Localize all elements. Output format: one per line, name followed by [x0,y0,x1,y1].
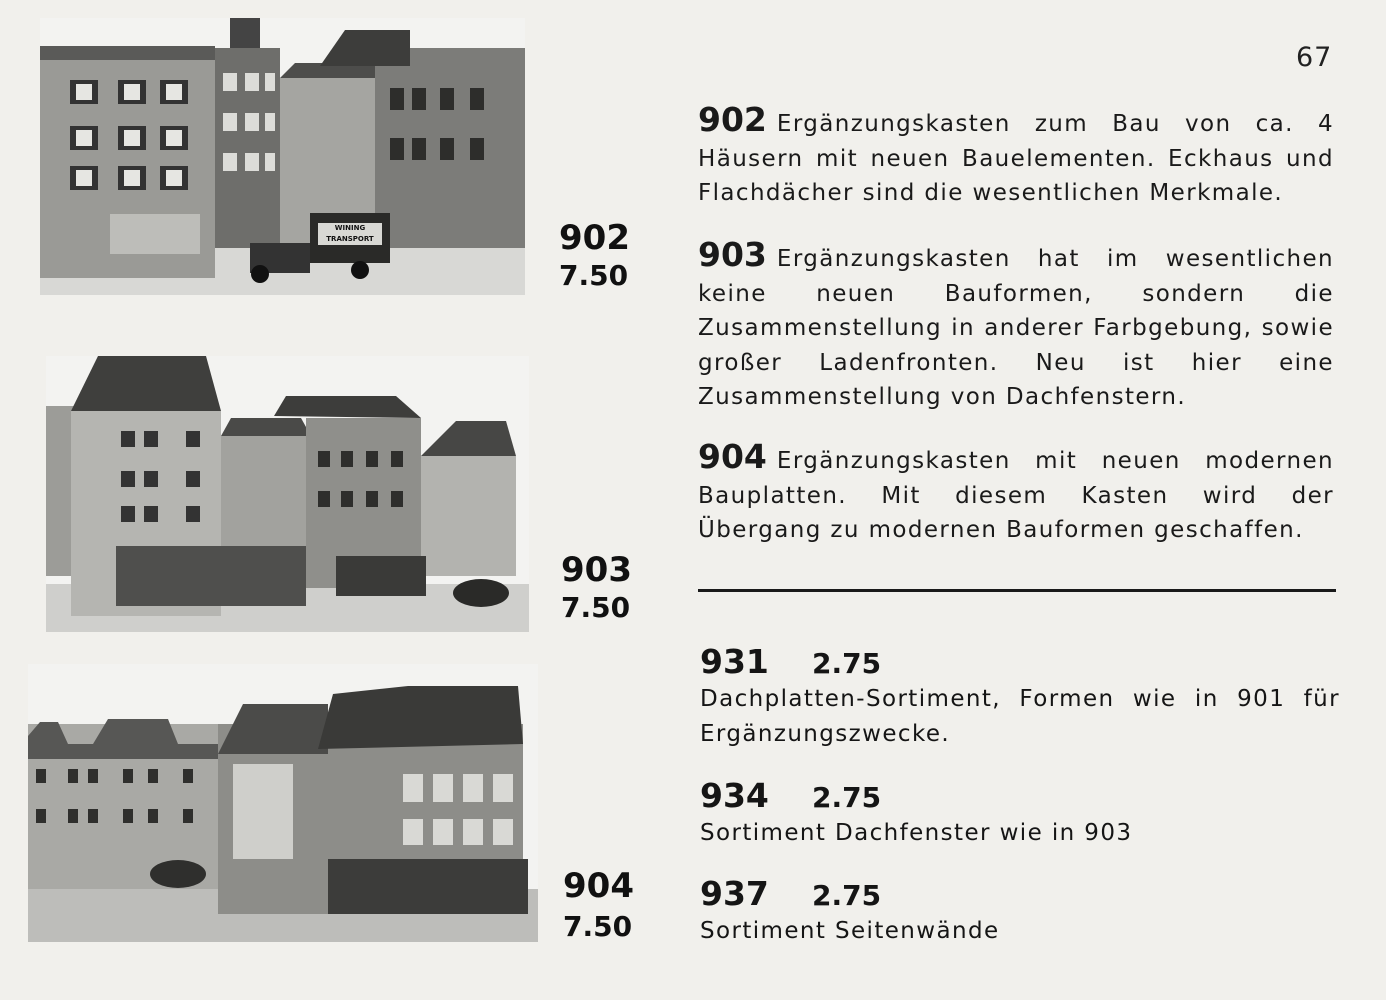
photo-903-model-street [46,356,529,632]
accessory-price-937: 2.75 [812,879,882,912]
accessory-price-934: 2.75 [812,781,882,814]
accessory-code-934: 934 [700,776,769,815]
accessory-text-934: Sortiment Dachfenster wie in 903 [700,820,1133,846]
accessory-937 [700,874,1340,949]
description-902 [698,100,1334,211]
description-text-902: Ergänzungskasten zum Bau von ca. 4 Häusern mit neuen Bauelementen. Eckhaus und Flachdächer sind die wesentlichen Merkmale. [698,111,1334,206]
accessory-code-937: 937 [700,874,769,913]
page-number: 67 [1296,42,1333,73]
accessory-text-931: Dachplatten-Sortiment, Formen wie in 901 für Ergänzungszwecke. [700,686,1340,747]
item-price-903: 7.50 [561,591,631,624]
accessory-price-931: 2.75 [812,647,882,680]
item-code-903: 903 [561,550,632,590]
photo-902-model-street [40,18,525,295]
accessory-text-937: Sortiment Seitenwände [700,918,1000,944]
section-divider [698,589,1336,592]
item-code-904: 904 [563,866,634,906]
description-904 [698,437,1334,548]
item-price-904: 7.50 [563,910,633,943]
description-903 [698,235,1334,415]
accessory-931 [700,642,1340,751]
description-code-904: 904 [698,437,767,476]
photo-902-truck-sign: WINING TRANSPORT [326,224,374,243]
item-code-902: 902 [559,218,630,258]
accessory-934 [700,776,1340,851]
description-code-903: 903 [698,235,767,274]
photo-904-model-street [28,664,538,942]
description-text-904: Ergänzungskasten mit neuen modernen Bauplatten. Mit diesem Kasten wird der Übergang zu modernen Bauformen geschaffen. [698,448,1334,543]
description-text-903: Ergänzungskasten hat im wesentlichen keine neuen Bauformen, sondern die Zusammenstellung in anderer Farbgebung, sowie großer Ladenfronten. Neu ist hier eine Zusammenstellung von Dachfenstern. [698,246,1334,410]
description-code-902: 902 [698,100,767,139]
item-price-902: 7.50 [559,259,629,292]
accessory-code-931: 931 [700,642,769,681]
